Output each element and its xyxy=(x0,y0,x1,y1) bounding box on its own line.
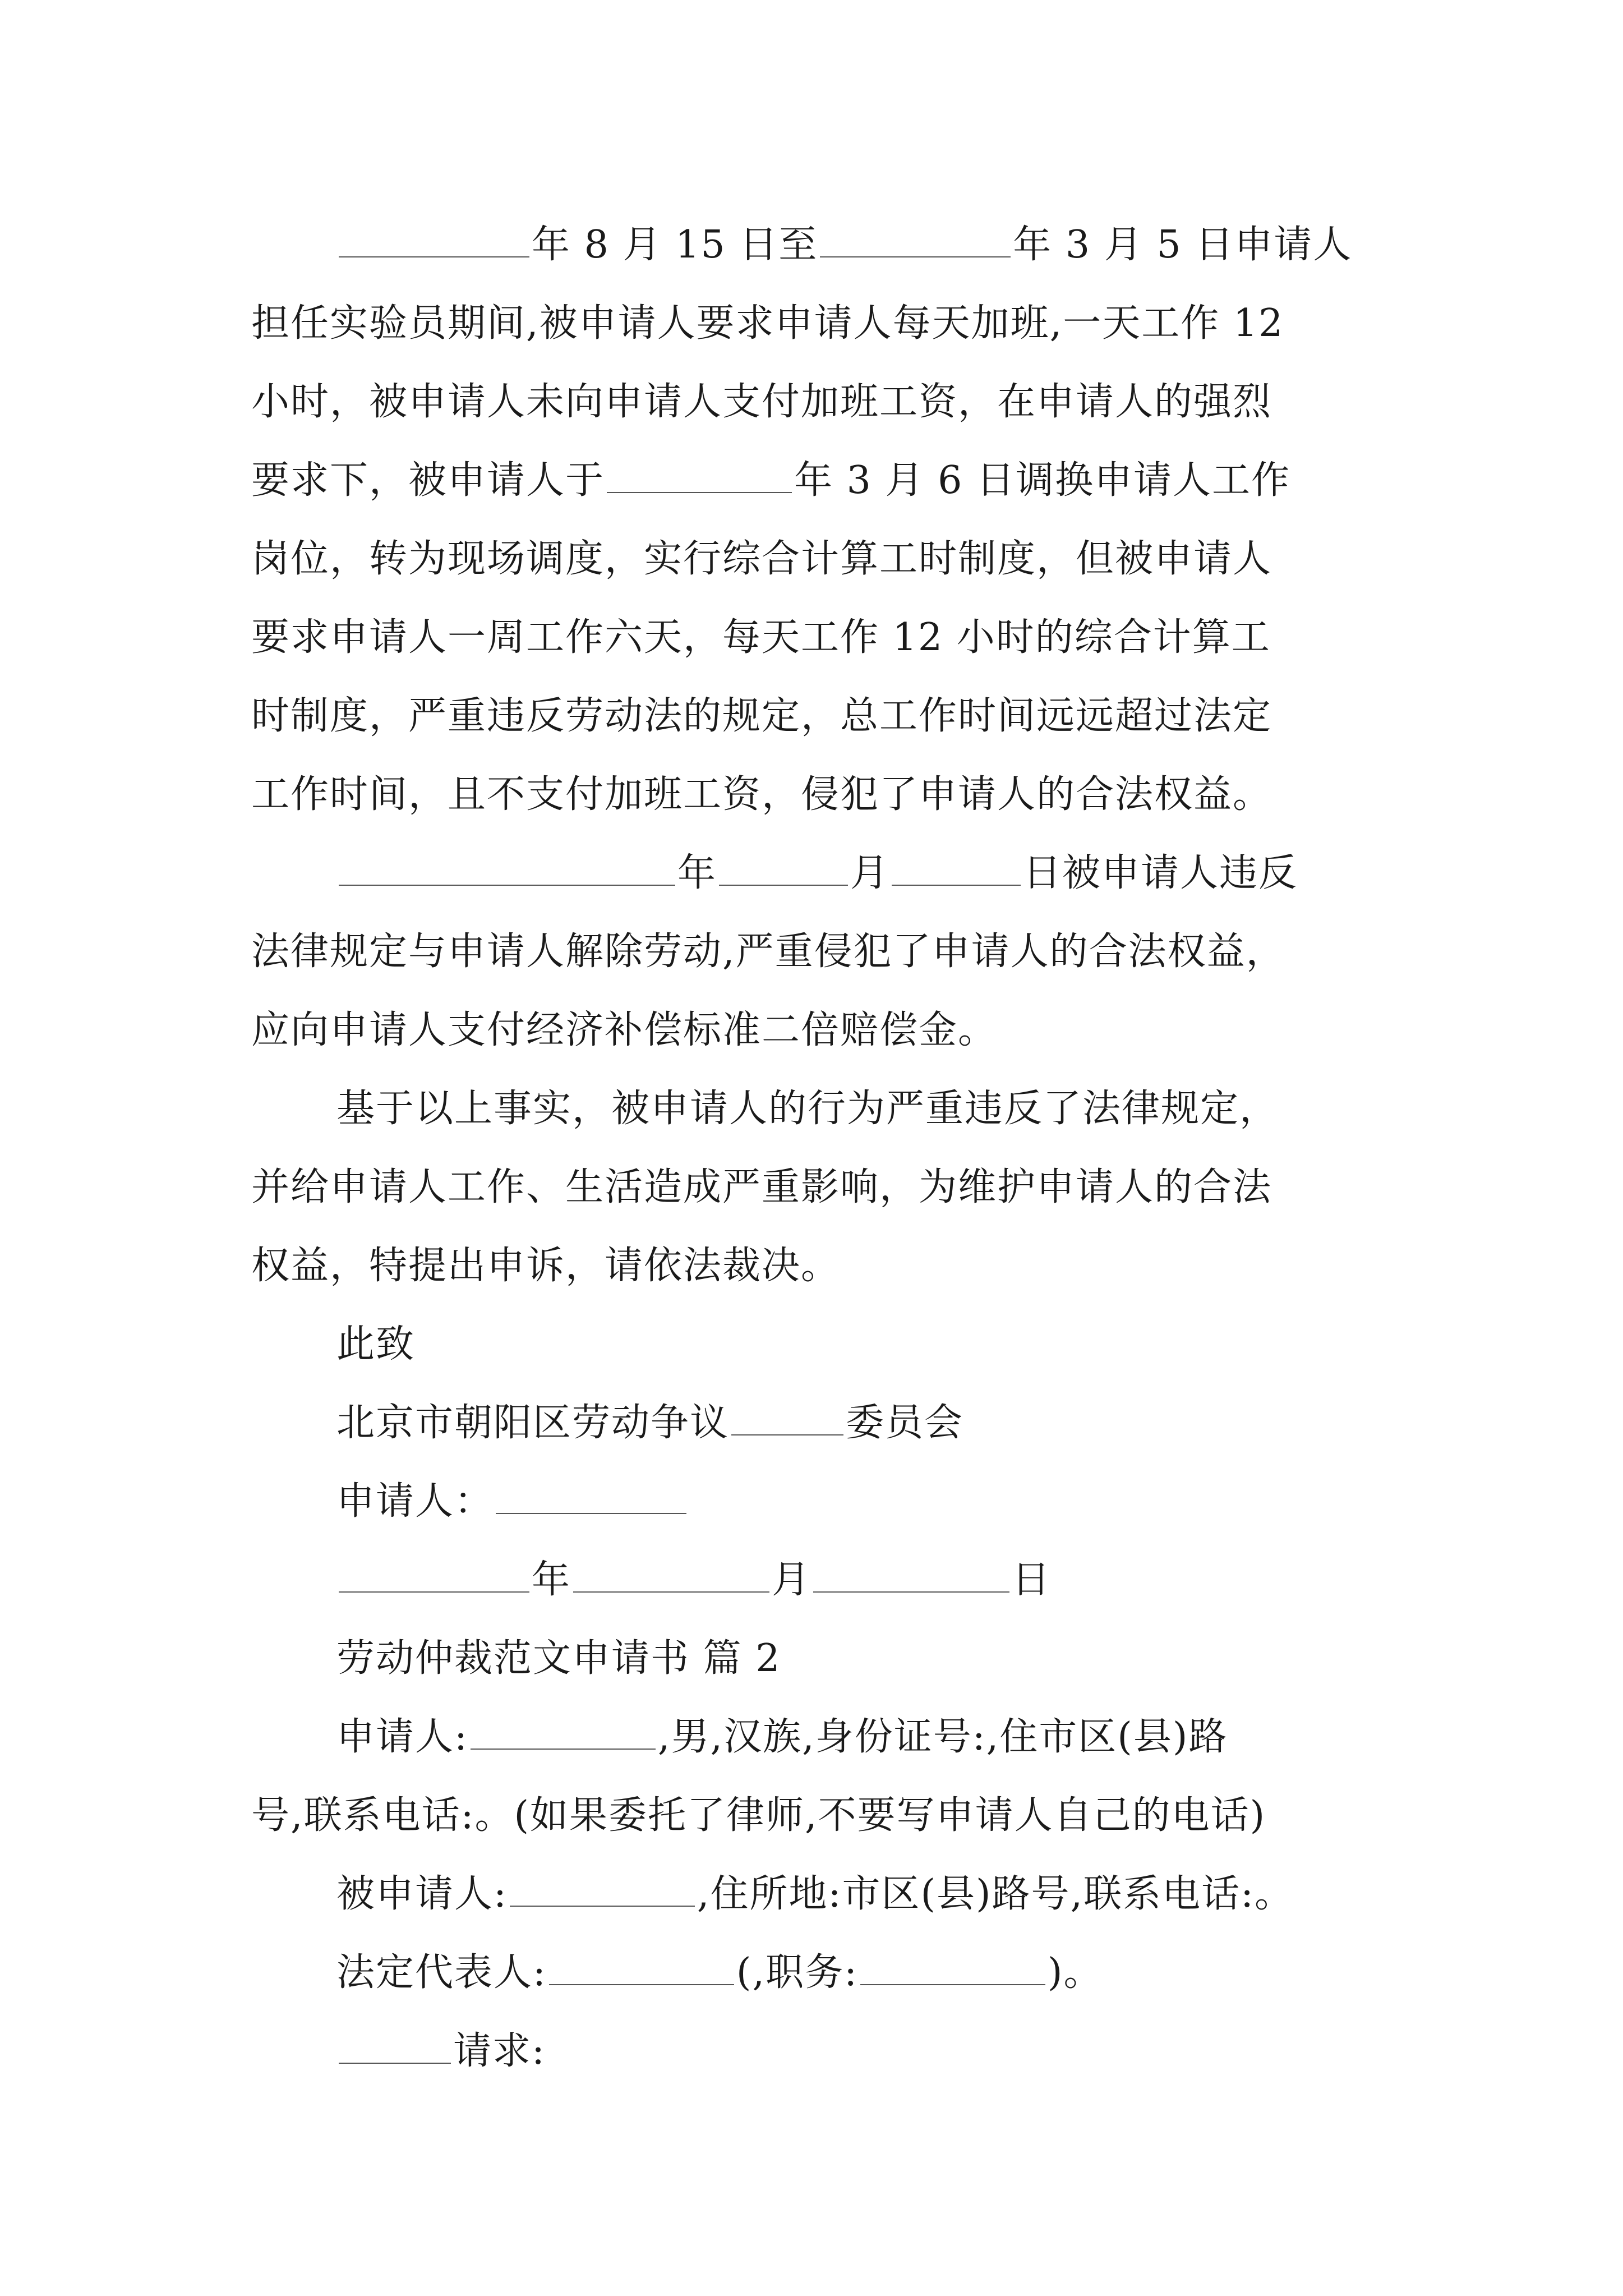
blank-field[interactable] xyxy=(573,1556,769,1593)
text: 年 xyxy=(532,1558,571,1602)
text: ,男,汉族,身份证号:,住市区(县)路 xyxy=(657,1715,1228,1759)
blank-field[interactable] xyxy=(339,849,675,886)
blank-field[interactable] xyxy=(510,1870,695,1907)
p1-line-1 xyxy=(336,214,1352,276)
p1-line-7: 时制度，严重违反劳动法的规定，总工作时间远远超过法定 xyxy=(251,694,1272,738)
text: 日 xyxy=(1012,1558,1052,1602)
p3-line-2: 并给申请人工作、生活造成严重影响，为维护申请人的合法 xyxy=(251,1165,1272,1209)
text: 年 3 月 6 日调换申请人工作 xyxy=(794,458,1291,503)
applicant-line xyxy=(336,1706,1228,1768)
applicant-signature xyxy=(336,1471,689,1533)
respondent-line xyxy=(336,1864,1294,1925)
p1-line-3: 小时，被申请人未向申请人支付加班工资，在申请人的强烈 xyxy=(251,380,1272,424)
blank-field[interactable] xyxy=(892,849,1021,886)
recipient xyxy=(336,1392,963,1454)
p2-line-1 xyxy=(336,843,1298,904)
text: 年 3 月 5 日申请人 xyxy=(1013,223,1353,267)
p1-line-5: 岗位，转为现场调度，实行综合计算工时制度，但被申请人 xyxy=(251,537,1272,581)
blank-field[interactable] xyxy=(471,1713,656,1750)
p1-line-6: 要求申请人一周工作六天，每天工作 12 小时的综合计算工 xyxy=(251,615,1271,660)
legal-rep-line xyxy=(336,1942,1103,2004)
text: 被申请人: xyxy=(336,1872,508,1916)
blank-field[interactable] xyxy=(719,849,848,886)
p2-line-2: 法律规定与申请人解除劳动,严重侵犯了申请人的合法权益， xyxy=(251,930,1285,974)
text: 年 8 月 15 日至 xyxy=(532,223,818,267)
p1-line-2: 担任实验员期间,被申请人要求申请人每天加班,一天工作 12 xyxy=(251,301,1284,346)
blank-field[interactable] xyxy=(339,2027,451,2064)
text: 月 xyxy=(850,851,890,895)
text: 北京市朝阳区劳动争议 xyxy=(336,1401,730,1445)
blank-field[interactable] xyxy=(731,1398,843,1435)
text: ,住所地:市区(县)路号,联系电话:。 xyxy=(697,1872,1294,1916)
blank-field[interactable] xyxy=(496,1477,686,1514)
blank-field[interactable] xyxy=(607,456,792,493)
p3-line-3: 权益，特提出申诉，请依法裁决。 xyxy=(251,1244,841,1288)
text: 委员会 xyxy=(846,1401,964,1445)
text: 法定代表人: xyxy=(336,1950,547,1995)
blank-field[interactable] xyxy=(339,220,529,257)
applicant-line-2: 号,联系电话:。(如果委托了律师,不要写申请人自己的电话) xyxy=(251,1793,1266,1838)
blank-field[interactable] xyxy=(813,1556,1009,1593)
text: 申请人： xyxy=(336,1479,494,1524)
text: 日被申请人违反 xyxy=(1023,851,1298,895)
blank-field[interactable] xyxy=(820,220,1011,257)
p2-line-3: 应向申请人支付经济补偿标准二倍赔偿金。 xyxy=(251,1008,998,1052)
blank-field[interactable] xyxy=(860,1948,1045,1985)
text: )。 xyxy=(1047,1950,1103,1995)
p3-line-1: 基于以上事实，被申请人的行为严重违反了法律规定， xyxy=(336,1087,1279,1131)
p1-line-8: 工作时间，且不支付加班工资，侵犯了申请人的合法权益。 xyxy=(251,772,1272,817)
text: (,职务: xyxy=(736,1950,858,1995)
p1-line-4 xyxy=(251,450,1290,512)
salutation: 此致 xyxy=(336,1322,416,1366)
text: 请求: xyxy=(453,2029,546,2073)
text: 年 xyxy=(677,851,717,895)
text: 月 xyxy=(772,1558,811,1602)
section-title: 劳动仲裁范文申请书 篇 2 xyxy=(336,1636,781,1681)
blank-field[interactable] xyxy=(339,1556,529,1593)
blank-field[interactable] xyxy=(549,1948,734,1985)
text: 要求下，被申请人于 xyxy=(251,458,605,503)
text: 申请人: xyxy=(336,1715,468,1759)
request-line xyxy=(336,2021,546,2082)
date-line xyxy=(336,1549,1051,1611)
